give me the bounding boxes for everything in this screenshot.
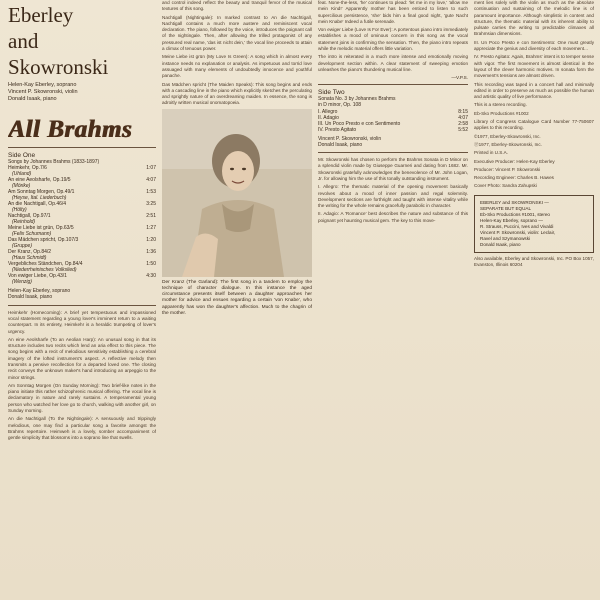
movement-time: 2:58: [458, 120, 468, 127]
side-two-work: in D minor, Op. 108: [318, 102, 362, 109]
artist-name-1: Eberley: [8, 3, 74, 27]
track-time: 1:36: [146, 249, 156, 256]
note-paragraph: An eine Aeolsharfe (To an Aeolian Harp): An unusual song in that its structure includes two recits which lend an aria effect to this piece. The song begins with a recit of melodious sensitivity establishing a cerebral imagery of the lofted instrument's aspect. A reflective melody then transmits a pensive recollection for a departed loved one. The closing recit conveys the unknown maker's hand introducing an arpeggio to the minor strings.: [8, 336, 156, 380]
side-one-tracklist: [8, 165, 156, 285]
track-time: 1:50: [146, 261, 156, 268]
note-paragraph: I. Allegro: The thematic material of the opening movement basically revolves about a mood of inner passion and regal solemnity. Development sections are forthright and taught with intense vitality while the writing for the whole remains gracefully parabolic in character.: [318, 184, 468, 209]
note-paragraph: Meine Liebe ist grün (My Love Is Green): A song which in almost every instance needs no explanation or analysis. As impetuous and torrid love assuaged with many elements of undoubtedly innocence and youthful panache.: [162, 54, 312, 79]
track-time: 1:20: [146, 237, 156, 244]
track-time: 1:53: [146, 189, 156, 196]
performer-photo: [162, 109, 312, 277]
other-releases-box: [474, 195, 594, 253]
box-line: R. Strauss, Puccini, Ives and Vivaldi: [480, 223, 554, 229]
note-paragraph: and control indeed reflect the beauty and tranquil fervor of the musical textures of this song.: [162, 0, 312, 12]
movement-row: [318, 127, 468, 133]
track-time: 4:30: [146, 273, 156, 280]
column-2: [162, 0, 312, 600]
liner-notes-3: [318, 0, 468, 73]
track-poet: (Haus Schmidt): [12, 255, 47, 262]
track-title: An eine Aeolsharfe, Op.19/5: [8, 177, 71, 184]
artist-name-2: and: [8, 29, 39, 53]
track-time: 1:27: [146, 225, 156, 232]
column-1: [8, 0, 156, 600]
track-poet: (Wenzig): [12, 279, 32, 286]
portrait-image: [162, 109, 312, 277]
track-poet: (Niederrheinisches Volkslied): [12, 267, 77, 274]
artist-name-3: Skowronski: [8, 55, 109, 79]
photo-caption: Der Kranz (The Garland): The first song in a tandem to employ the technique of character dialogue. In this instance the aged circumstance presents itself between a daughter approaches her mother for advice and ensues regarding a certain 'von Knabe', who apparently has won the daughter's affection. Much to the chagrin of the mother.: [162, 279, 312, 316]
movement-time: 5:52: [458, 126, 468, 133]
side-one-title: Side One: [8, 152, 36, 159]
box-line: Vincent P. Skowronski, violin: Leclair,: [480, 229, 556, 235]
note-paragraph: Producer: Vincent P. Skowronski: [474, 166, 541, 172]
track-title: Das Mädchen spricht, Op.107/3: [8, 237, 79, 244]
box-line: Helen-Kay Eberley, soprano —: [480, 217, 543, 223]
side-one-performers: [8, 288, 156, 300]
side-one-subtitle: Songs by Johannes Brahms (1833-1897): [8, 159, 100, 165]
note-paragraph: This is a stereo recording.: [474, 102, 527, 108]
track-poet: (Hölty): [12, 207, 27, 214]
track-poet: (Reinhold): [12, 219, 36, 226]
box-line: Ravel and Szymanowski: [480, 235, 531, 241]
movement-time: 4:07: [458, 114, 468, 121]
column-4: [474, 0, 594, 600]
track-title: An die Nachtigall, Op.46/4: [8, 201, 67, 208]
box-line: EBERLEY and SKOWRONSKI —: [480, 199, 549, 205]
album-title: All Brahms: [8, 116, 132, 143]
track-title: Meine Liebe ist grün, Op.63/5: [8, 225, 74, 232]
track-time: 4:07: [146, 177, 156, 184]
track-poet: (Heyse, Ital. Liederbuch): [12, 195, 67, 202]
note-paragraph: Ⓟ1977, Eberley-Skowronski, Inc.: [474, 141, 542, 147]
performer: Vincent P. Skowronski, violin: [318, 135, 382, 142]
track-title: Am Sonntag Morgen, Op.49/1: [8, 189, 75, 196]
side-two-performers: [318, 136, 468, 148]
track-time: 3:25: [146, 201, 156, 208]
notes-signature: —V.P.S.: [451, 75, 468, 81]
side-two-tracklist: [318, 109, 468, 133]
note-paragraph: Eb-Sko Productions #1002: [474, 110, 529, 116]
performer: Helen-Kay Eberley, soprano: [8, 288, 71, 295]
movement-title: IV. Presto Agitato: [318, 126, 357, 133]
note-paragraph: III. Un Poco Presto e con Sentimento: One must greatly appreciate the genius and diversity of each movement...: [474, 39, 594, 52]
note-paragraph: ment lies solely with the violin as much as the absolute continuation and sustaining of the melodic line is of paramount importance. Although simplistic in content and structure, the thematic material with its inherent ability to pulsate carries the writing to predictable climaxes all Brahmsian dimensions.: [474, 0, 594, 37]
credit-line: Donald Isaak, piano: [8, 96, 57, 102]
box-line: Donald Isaak, piano: [480, 241, 521, 247]
track-time: 2:51: [146, 213, 156, 220]
liner-notes-1: [8, 310, 156, 442]
track-poet: (Uhland): [12, 171, 32, 178]
credit-line: Helen-Kay Eberley, soprano: [8, 82, 77, 88]
column-3: [318, 0, 468, 600]
movement-time: 8:15: [458, 108, 468, 115]
track-title: Heimkehr, Op.7/6: [8, 165, 47, 172]
credit-line: Vincent P. Skowronski, violin: [8, 89, 78, 95]
track-poet: (Mörike): [12, 183, 31, 190]
distribution-info: Also available, Eberley and Skowronski, Inc. PO Box 1057, Evanston, Illinois 60204: [474, 255, 594, 268]
track-title: Vergebliches Ständchen, Op.84/4: [8, 261, 83, 268]
liner-notes-4: [474, 0, 594, 190]
divider: [318, 84, 468, 85]
track-poet: (Gruppe): [12, 243, 33, 250]
note-paragraph: Nachtigall (Nightingale): In marked contrast to An die Nachtigall, Nachtigall contains a much more austere and reminiscent vocal declaration. The piano, followed by the voice, introduces the poignant call of the nightingale. Then, after allowing the trilled protagonist of any pressured real name, 'das ist nicht dein,' the vocal line proceeds to attain a climax of tenuous power.: [162, 14, 312, 52]
performer: Donald Isaak, piano: [8, 294, 53, 301]
divider: [318, 152, 468, 153]
track-title: Der Kranz, Op.84/2: [8, 249, 52, 256]
note-paragraph: Mr. Skowronski has chosen to perform the Brahms Sonata in D Minor on a splendid violin made by Giuseppe Guarneri and dating from 1682. Mr. Skowronski gratefully acknowledges the benevolence of Mr. John Logan, Jr. for allowing him the use of this tonally outstanding instrument.: [318, 157, 468, 181]
note-paragraph: Cover Photo: Sandra Zahupski: [474, 183, 537, 189]
track-subrow: [8, 279, 156, 285]
divider: [8, 147, 156, 148]
track-title: Von ewiger Liebe, Op.43/1: [8, 273, 67, 280]
track-poet: (Felix Schumann): [12, 231, 52, 238]
liner-notes-3b: [318, 157, 468, 224]
artist-credits: [8, 82, 156, 103]
note-paragraph: feat. None-the-less, 'he' continues to plead: 'let me in my love,' 'allow me mein Kind!' Apparently mother has been enticed to listen to such supercilious persistence, 'she' bids him a final good night, 'gute Nacht mein Knabe' Indeed a futile serenade.: [318, 0, 468, 24]
note-paragraph: ©1977, Eberley-Skowronski, Inc.: [474, 133, 541, 139]
note-paragraph: The intro is reiterated in a much more intense and emotionally moving development section within. A clear statement of sweeping emotion unleashes the piano's thundering musical line.: [318, 54, 468, 72]
note-paragraph: II. Adagio: A 'Romance' best describes the nature and substance of this poignant yet haunting musical gem. The key to this move-: [318, 211, 468, 223]
note-paragraph: Am Sonntag Morgen (On Sunday Morning): Two brief-like notes in the piano initiate this rather schizophrenic musical offering. The vocal line is declamatory in nature and rarely sustains. A temperamental young person who watched her love go to church, walking with another girl, on Sunday morning.: [8, 382, 156, 414]
note-paragraph: IV. Presto Agitato: Again, Brahms' intent is to temper sense with vigor. The first movement is almost identical in the layout of the clever harmonic motives. In sonata form the movement's tensions are almost driven.: [474, 54, 594, 79]
performer: Donald Isaak, piano: [318, 141, 363, 148]
movement-title: II. Adagio: [318, 114, 339, 121]
note-paragraph: Library of Congress Catalogue Card Number 77-750607 applies to this recording.: [474, 119, 594, 131]
note-paragraph: Recording Engineer: Charles B. Hawes: [474, 175, 554, 181]
track-time: 1:07: [146, 165, 156, 172]
note-paragraph: Heimkehr (Homecoming): A brief yet tempestuous and impassioned vocal statement regarding a young lover's imminent return to a waiting counterpart. In its entirety, Heimkehr is a heraldic trumpeting of lover's urgency.: [8, 309, 156, 334]
track-title: Nachtigall, Op.97/1: [8, 213, 51, 220]
liner-notes-2: [162, 0, 312, 107]
box-line: SEPARATE BUT EQUAL: [480, 205, 532, 211]
movement-title: III. Un Poco Presto e con Sentimento: [318, 120, 401, 127]
note-paragraph: An die Nachtigall (To the Nightingale): A sensuously and trippingly melodious, one may find a particular song a favorite amongst the Brahms repertoire. Heimweh is a lovely, somber accompaniment of gentle simplicity that blossoms into a soprano line that swells.: [8, 416, 156, 441]
box-line: Eb-Sko Productions #1001, stereo: [480, 211, 550, 217]
note-paragraph: Printed in U.S.A.: [474, 150, 508, 156]
note-paragraph: Das Mädchen spricht (The Maiden Speaks): This song begins and ends with a cascading line in the piano which explicitly sketches the perculating and sprightly nature of an overdreaming maiden. In essence, the song is adroitly written musical onomatopoeia.: [162, 81, 312, 106]
note-paragraph: Executive Producer: Helen-Kay Eberley: [474, 158, 555, 164]
note-paragraph: This recording was taped in a concert hall and minimally edited in order to preserve as much as possible the human and artistic quality of live performance.: [474, 81, 594, 100]
divider: [8, 305, 156, 306]
side-two-subtitle: Sonata No. 3 by Johannes Brahms: [318, 96, 396, 103]
note-paragraph: Von ewiger Liebe (Love Is For Ever): A portentous piano intro immediately establishes a mood of ominous concern in this song as the vocal statement joins in confirming the sensation. Then, the piano intro repeats while the melodic material offers little variation.: [318, 27, 468, 52]
movement-title: I. Allegro: [318, 108, 338, 115]
side-two-title: Side Two: [318, 89, 345, 97]
